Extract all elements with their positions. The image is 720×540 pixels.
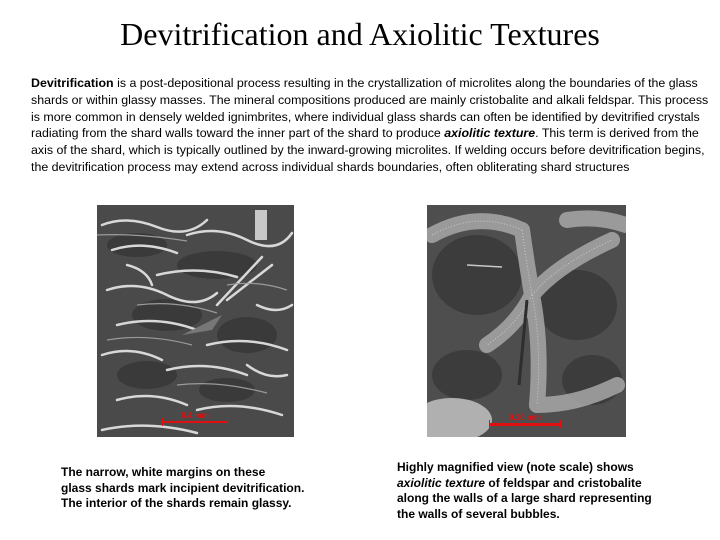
caption-right-text: of feldspar and cristobalite bbox=[485, 475, 642, 490]
caption-left-line: The interior of the shards remain glassy. bbox=[61, 496, 292, 510]
scale-bar-right bbox=[489, 413, 561, 426]
micrograph-glass-shards bbox=[97, 205, 294, 437]
page-title: Devitrification and Axiolitic Textures bbox=[120, 16, 600, 52]
caption-left-line: glass shards mark incipient devitrification. bbox=[61, 480, 305, 495]
intro-paragraph bbox=[31, 75, 711, 176]
axiolitic-texture-image bbox=[427, 205, 626, 437]
caption-right-line: along the walls of a large shard representing bbox=[397, 491, 652, 505]
caption-left bbox=[61, 465, 361, 512]
scale-label-left: 0.4 mm bbox=[181, 411, 209, 420]
term-devitrification: Devitrification bbox=[31, 76, 114, 90]
scale-line-right bbox=[489, 423, 561, 426]
term-axiolitic-texture: axiolitic texture bbox=[444, 126, 536, 141]
caption-right-line: the walls of several bubbles. bbox=[397, 506, 560, 521]
caption-emphasis: axiolitic texture bbox=[397, 475, 486, 490]
scale-label-right: 0.10 mm bbox=[508, 413, 542, 422]
scale-bar-left bbox=[162, 411, 228, 423]
shard-texture-image bbox=[97, 205, 294, 437]
caption-left-line: The narrow, white margins on these bbox=[61, 465, 266, 479]
scale-line-left bbox=[162, 421, 228, 423]
caption-right-line: Highly magnified view (note scale) shows bbox=[397, 460, 634, 474]
caption-right-line bbox=[397, 476, 697, 492]
intro-text-2: . This term is derived from the axis of the shard, which is typically outlined by the inward-growing microlites. If welding occurs before devitrification begins, the devitrification process may extend across individual shards boundaries, often obliterating shard structures bbox=[31, 126, 705, 174]
micrograph-axiolitic-texture bbox=[427, 205, 626, 437]
caption-right bbox=[397, 460, 697, 522]
intro-text-1: is a post-depositional process resulting in the crystallization of microlites along the boundaries of the glass shards or within glassy masses. The mineral compositions produced are mainly cristobalite and alkali feldspar. This process is more common in densely welded ignimbrites, where individual glass shards can often be identified by devitrified crystals radiating from the shard walls toward the inner part of the shard to produce bbox=[31, 76, 709, 141]
